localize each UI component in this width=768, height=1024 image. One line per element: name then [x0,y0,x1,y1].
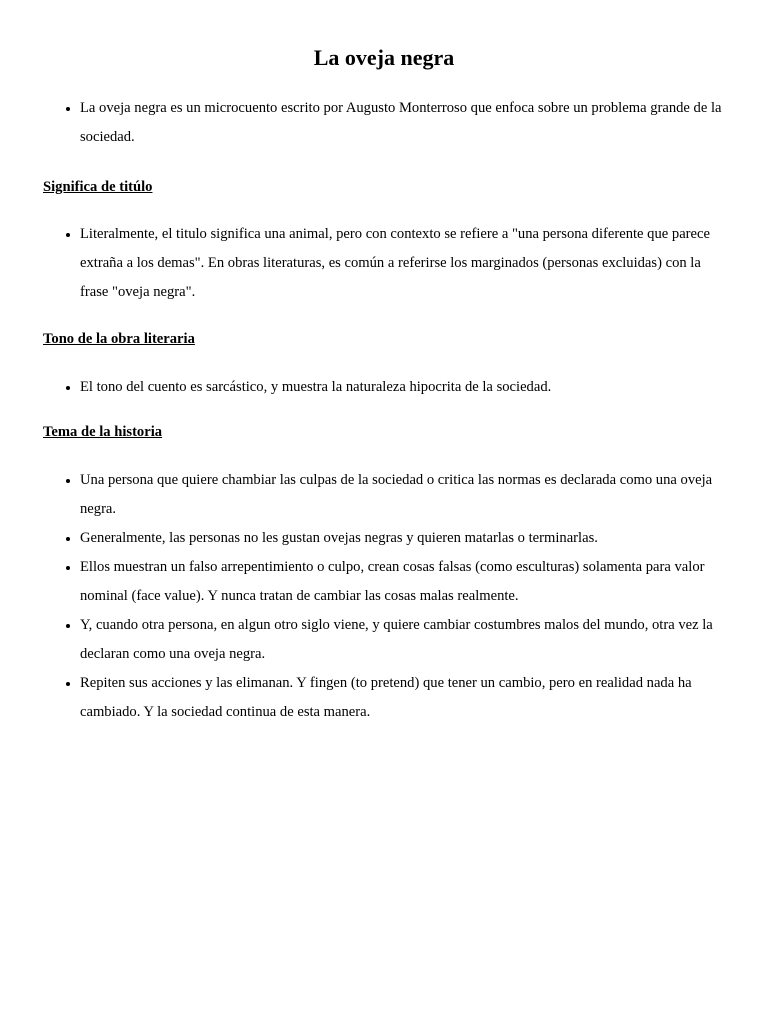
list-item: • Literalmente, el titulo significa una animal, pero con contexto se refiere a "una persona diferente que parece extraña a los demas". En obras literaturas, es común a referirse los marginados (personas excluidas) con la frase "oveja negra". [80,220,725,307]
section-heading-tono: Tono de la obra literaria [43,331,195,347]
page-title: La oveja negra [313,45,455,70]
section-heading-tema: Tema de la historia [43,424,163,440]
list-item: • La oveja negra es un microcuento escrito por Augusto Monterroso que enfoca sobre un problema grande de la sociedad. [80,94,725,152]
list-item: • Repiten sus acciones y las elimanan. Y fingen (to pretend) que tener un cambio, pero en realidad nada ha cambiado. Y la sociedad continua de esta manera. [80,669,725,727]
significa-de-titulo-list [43,220,725,307]
list-item: • Generalmente, las personas no les gustan ovejas negras y quieren matarlas o terminarlas. [80,524,725,553]
list-item: • Una persona que quiere chambiar las culpas de la sociedad o critica las normas es declarada como una oveja negra. [80,466,725,524]
list-item: • Y, cuando otra persona, en algun otro siglo viene, y quiere cambiar costumbres malos del mundo, otra vez la declaran como una oveja negra. [80,611,725,669]
tema-list [43,466,725,727]
list-item: • El tono del cuento es sarcástico, y muestra la naturaleza hipocrita de la sociedad. [80,373,725,402]
section-heading-significa-de-titulo: Significa de titúlo [43,179,153,195]
list-item: • Ellos muestran un falso arrepentimiento o culpo, crean cosas falsas (como esculturas) solamenta para valor nominal (face value). Y nunca tratan de cambiar las cosas malas realmente. [80,553,725,611]
tono-list [43,373,725,402]
intro-list [43,94,725,152]
